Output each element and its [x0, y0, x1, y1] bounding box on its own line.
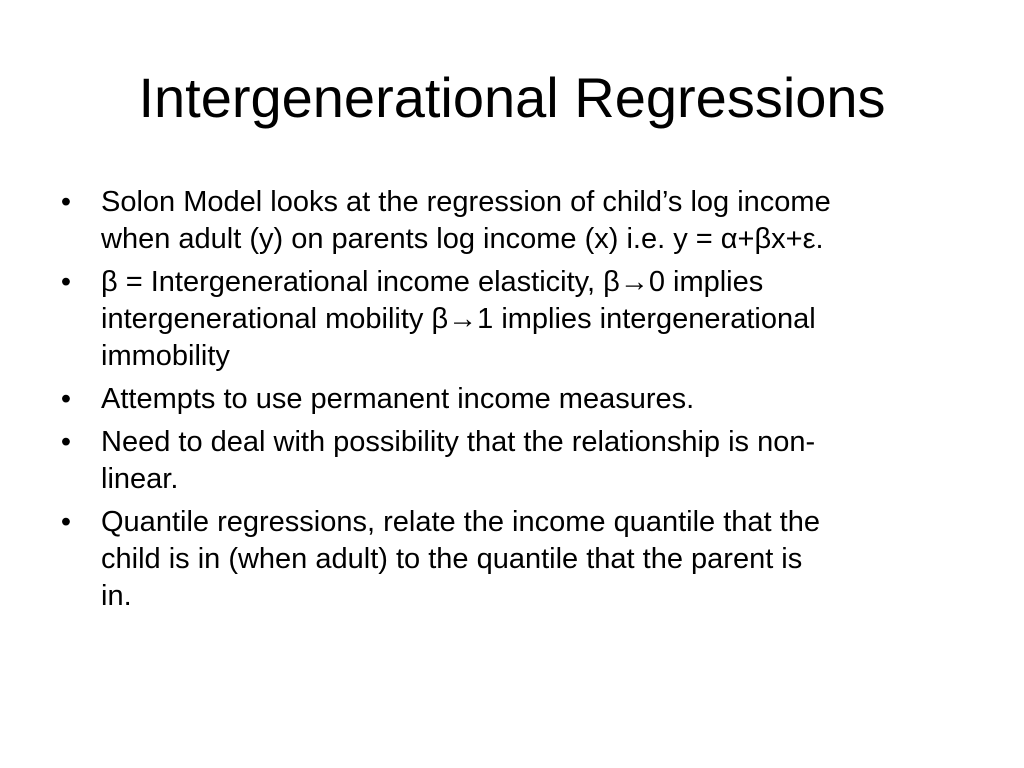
bullet-line: linear.	[101, 463, 179, 495]
bullet-line: β = Intergenerational income elasticity, β→0 implies	[101, 266, 764, 298]
bullet-list	[56, 184, 976, 621]
bullet-marker: •	[60, 186, 72, 218]
bullet-line: in.	[101, 580, 132, 612]
bullet-item-2	[56, 264, 976, 375]
bullet-line: Need to deal with possibility that the relationship is non-	[101, 426, 816, 458]
bullet-line: immobility	[101, 340, 230, 372]
bullet-line: child is in (when adult) to the quantile that the parent is	[101, 543, 803, 575]
bullet-item-3	[56, 381, 976, 418]
bullet-marker: •	[60, 266, 72, 298]
bullet-line: Solon Model looks at the regression of child’s log income	[101, 186, 831, 218]
bullet-line: Attempts to use permanent income measures.	[101, 383, 695, 415]
bullet-item-1	[56, 184, 976, 258]
bullet-item-4	[56, 424, 976, 498]
slide-title: Intergenerational Regressions	[138, 66, 886, 129]
bullet-line: Quantile regressions, relate the income quantile that the	[101, 506, 820, 538]
bullet-item-5	[56, 504, 976, 615]
bullet-marker: •	[60, 426, 72, 458]
bullet-marker: •	[60, 506, 72, 538]
bullet-marker: •	[60, 383, 72, 415]
bullet-line: intergenerational mobility β→1 implies intergenerational	[101, 303, 816, 335]
bullet-line: when adult (y) on parents log income (x) i.e. y = α+βx+ε.	[101, 223, 824, 255]
